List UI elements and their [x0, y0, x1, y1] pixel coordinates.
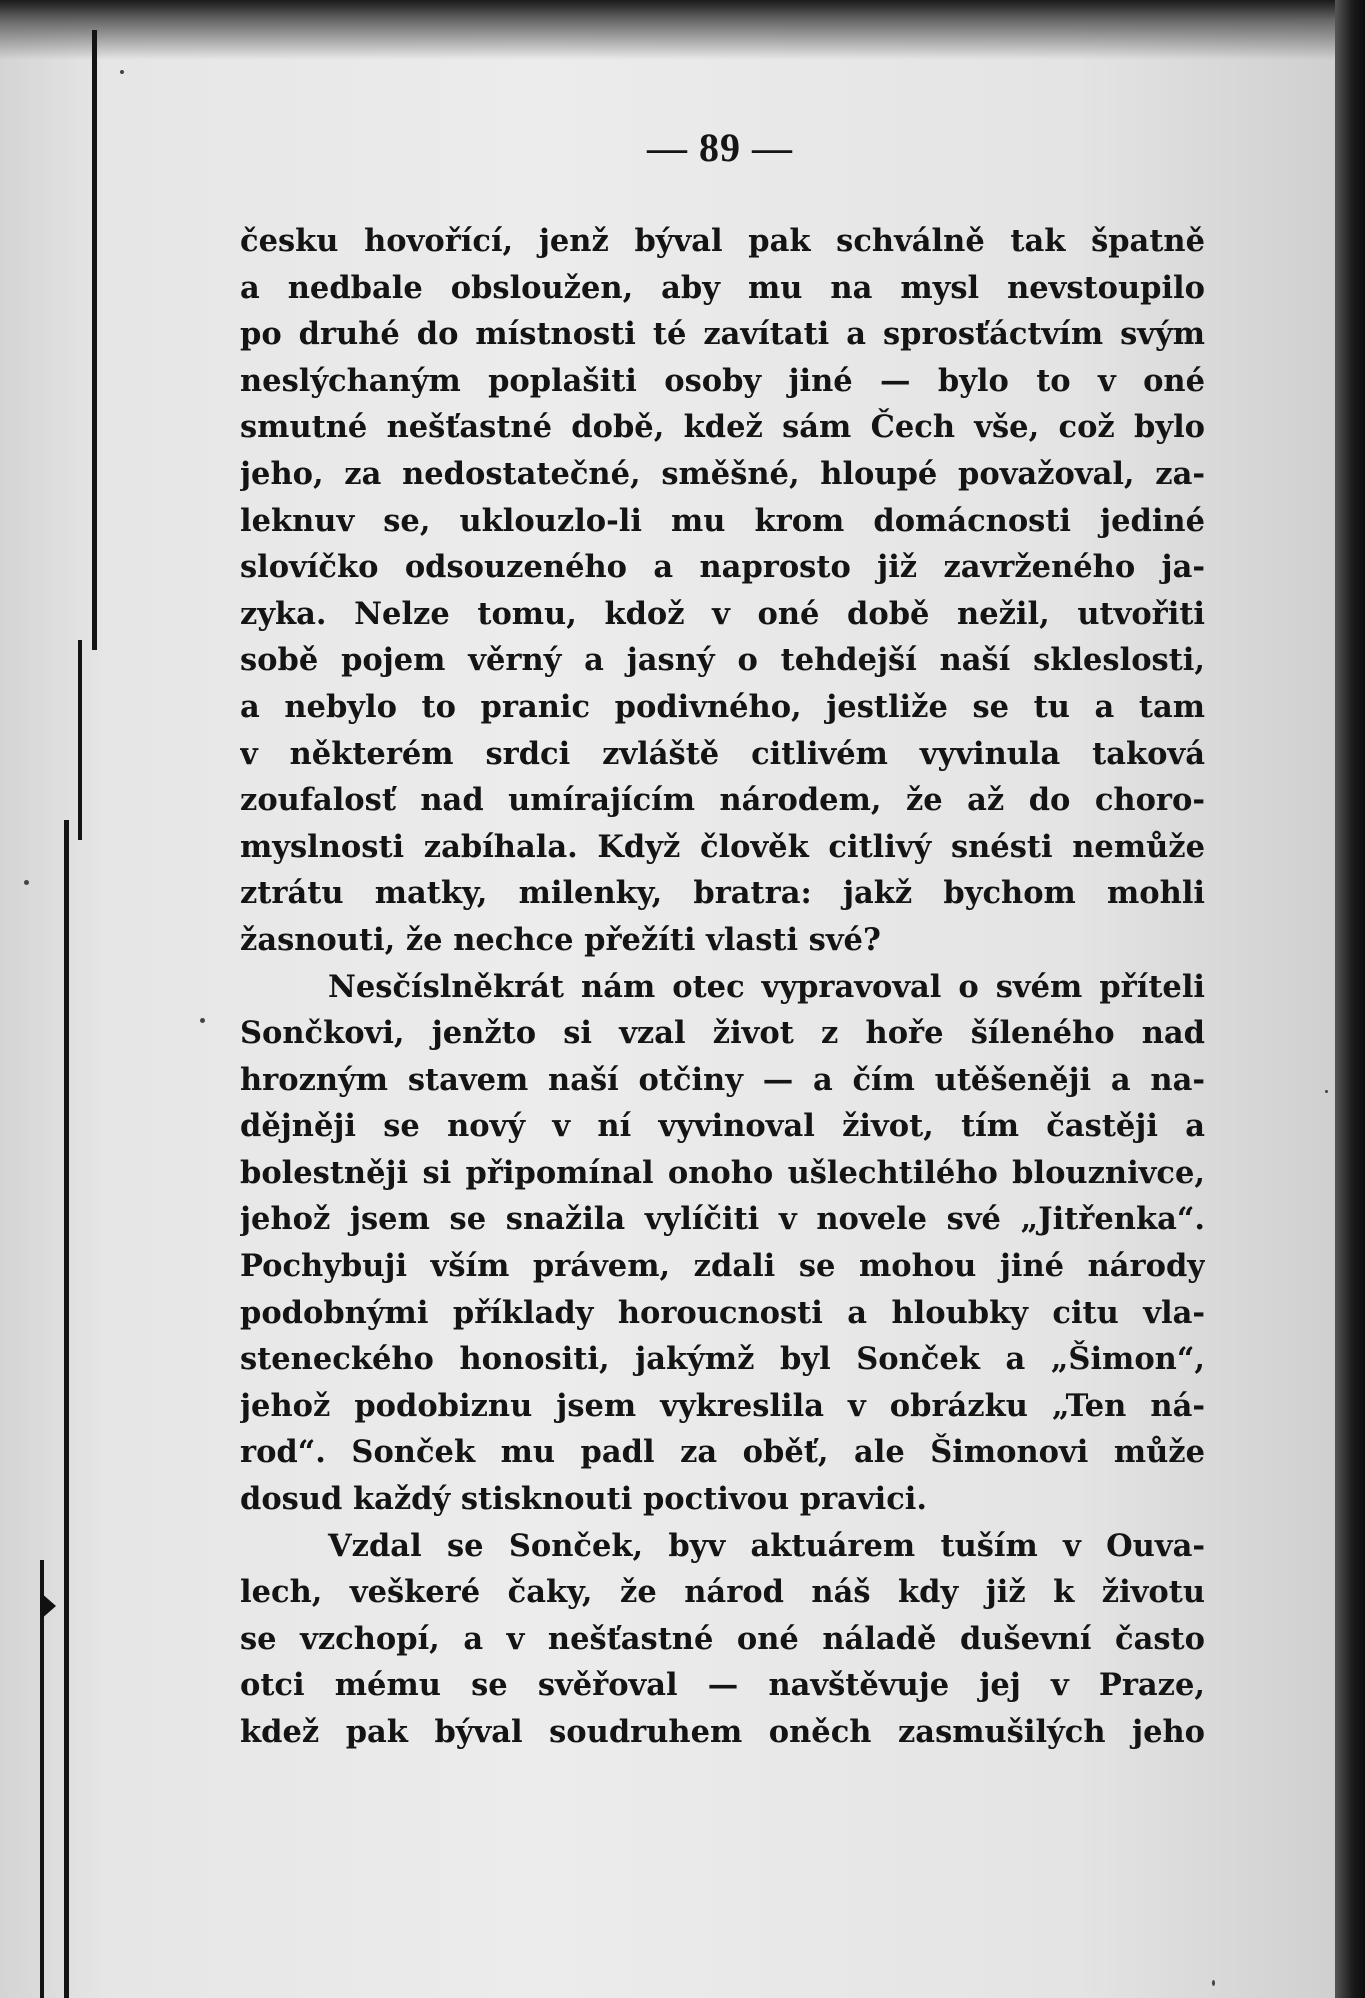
text-line: sobě pojem věrný a jasný o tehdejší naší skleslosti,: [240, 642, 1205, 679]
text-line: po druhé do místnosti té zavítati a sprosťáctvím svým: [240, 316, 1205, 353]
text-line: lech, veškeré čaky, že národ náš kdy již k životu: [240, 1574, 1205, 1611]
text-line: jehož podobiznu jsem vykreslila v obrázku „Ten ná-: [240, 1387, 1205, 1424]
text-line: rod“. Sonček mu padl za oběť, ale Šimonovi může: [240, 1434, 1205, 1471]
text-line: hrozným stavem naší otčiny — a čím utěšeněji a na-: [240, 1061, 1205, 1098]
text-line: steneckého honositi, jakýmž byl Sonček a „Šimon“,: [240, 1341, 1205, 1378]
text-line: myslnosti zabíhala. Když člověk citlivý snésti nemůže: [240, 828, 1205, 865]
text-line: zyka. Nelze tomu, kdož v oné době nežil, utvořiti: [240, 595, 1205, 632]
text-line: žasnouti, že nechce přežíti vlasti své?: [240, 921, 881, 958]
text-line: Vzdal se Sonček, byv aktuárem tuším v Ouva-: [328, 1527, 1205, 1564]
text-line: jeho, za nedostatečné, směšné, hloupé považoval, za-: [240, 455, 1205, 492]
text-line: česku hovořící, jenž býval pak schválně tak špatně: [240, 223, 1205, 259]
text-line: v některém srdci zvláště citlivém vyvinula taková: [240, 735, 1205, 772]
text-line: otci mému se svěřoval — navštěvuje jej v Praze,: [240, 1667, 1205, 1704]
ink-speck: [24, 880, 29, 885]
ink-speck: [1325, 1090, 1328, 1093]
top-shadow: [0, 0, 1343, 60]
text-line: kdež pak býval soudruhem oněch zasmušilých jeho: [240, 1714, 1205, 1750]
ink-speck: [200, 1018, 205, 1023]
text-line: a nebylo to pranic podivného, jestliže se tu a tam: [240, 688, 1205, 725]
text-line: slovíčko odsouzeného a naprosto již zavrženého ja-: [240, 549, 1205, 586]
text-line: podobnými příklady horoucnosti a hloubky citu vla-: [240, 1294, 1205, 1331]
text-line: Pochybuji vším právem, zdali se mohou jiné národy: [240, 1248, 1205, 1285]
binding-line: [92, 30, 97, 650]
text-line: dosud každý stisknouti poctivou pravici.: [240, 1481, 927, 1518]
binding-line: [40, 1560, 44, 1998]
text-line: ztrátu matky, milenky, bratra: jakž bychom mohli: [240, 875, 1205, 912]
text-line: zoufalosť nad umírajícím národem, že až do choro-: [240, 782, 1205, 819]
text-line: dějněji se nový v ní vyvinoval život, tím častěji a: [240, 1108, 1205, 1145]
text-line: smutné nešťastné době, kdež sám Čech vše, což bylo: [240, 409, 1205, 446]
right-edge-shadow: [1335, 0, 1365, 1998]
ink-speck: [120, 70, 124, 74]
text-line: leknuv se, uklouzlo-li mu krom domácnosti jediné: [240, 502, 1205, 539]
binding-line: [64, 820, 69, 1998]
ink-speck: [1212, 1980, 1215, 1986]
margin-arrow-mark: [40, 1592, 56, 1620]
body-text: [240, 218, 1205, 1756]
text-line: bolestněji si připomínal onoho ušlechtilého blouznivce,: [240, 1154, 1205, 1191]
text-line: jehož jsem se snažila vylíčiti v novele své „Jitřenka“.: [240, 1201, 1205, 1238]
text-line: se vzchopí, a v nešťastné oné náladě duševní často: [240, 1620, 1205, 1657]
page-number: — 89 —: [647, 125, 793, 170]
text-line: Sončkovi, jenžto si vzal život z hoře šíleného nad: [240, 1015, 1205, 1052]
text-line: neslýchaným poplašiti osoby jiné — bylo to v oné: [240, 362, 1205, 399]
text-line: a nedbale obsloužen, aby mu na mysl nevstoupilo: [240, 269, 1205, 306]
binding-line: [78, 640, 82, 840]
text-line: Nesčíslněkrát nám otec vypravoval o svém příteli: [328, 968, 1205, 1005]
